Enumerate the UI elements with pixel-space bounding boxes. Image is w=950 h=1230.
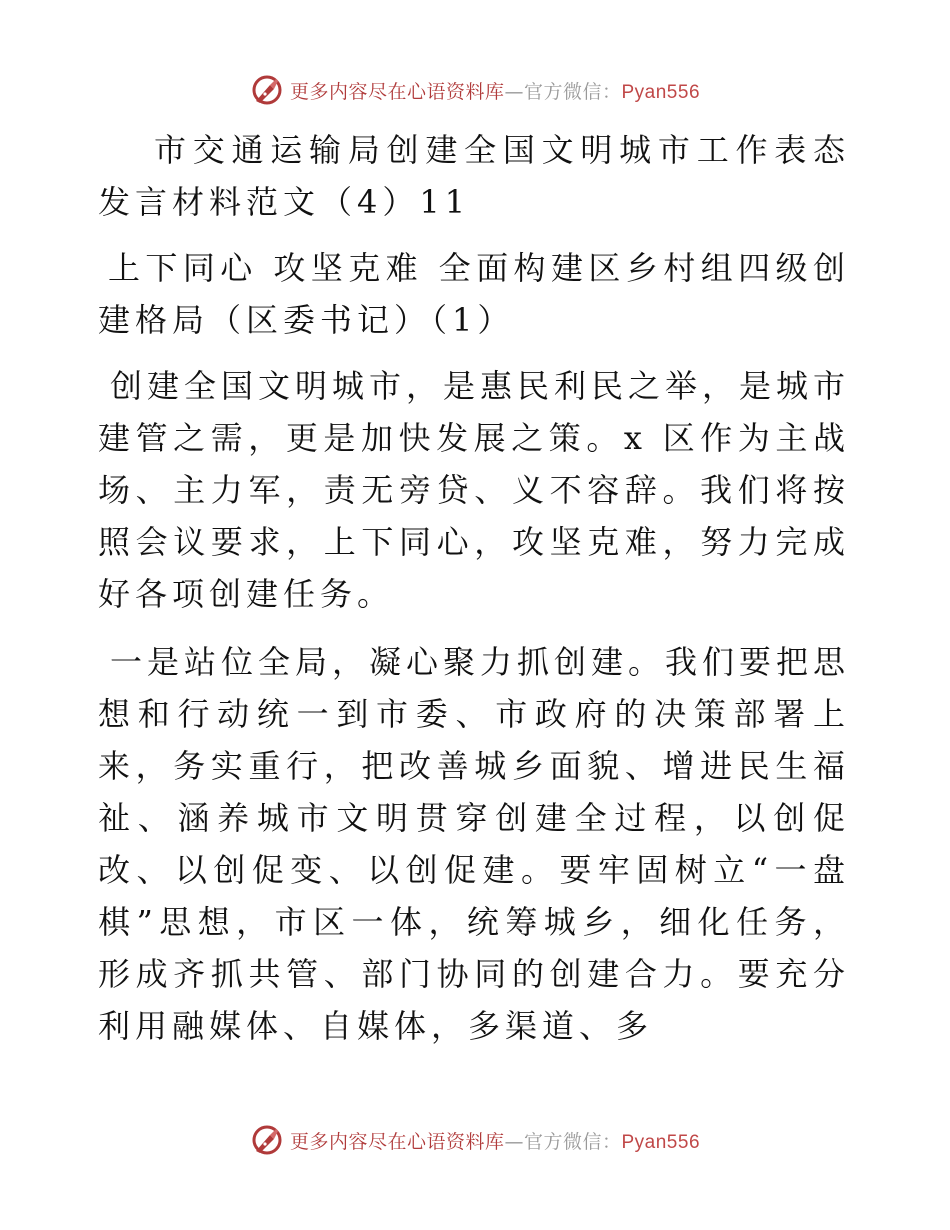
header-watermark xyxy=(0,70,950,110)
watermark-wechat-label: 官方微信： xyxy=(523,80,622,103)
watermark-wechat-id: Pyan556 xyxy=(621,1131,701,1153)
watermark-dash: — xyxy=(504,1130,524,1153)
watermark-text xyxy=(290,1127,700,1154)
footer-watermark xyxy=(0,1120,950,1160)
watermark-site-text: 更多内容尽在心语资料库 xyxy=(289,1130,505,1153)
document-content xyxy=(98,124,850,1068)
watermark-wechat-label: 官方微信： xyxy=(523,1130,622,1153)
document-title: 市交通运输局创建全国文明城市工作表态发言材料范文（4）11 xyxy=(98,131,850,221)
pen-nib-logo-icon xyxy=(250,73,284,107)
watermark-dash: — xyxy=(504,80,524,103)
watermark-text xyxy=(290,77,700,104)
document-subtitle: 上下同心 攻坚克难 全面构建区乡村组四级创建格局（区委书记）（1） xyxy=(98,249,850,339)
pen-nib-logo-icon xyxy=(250,1123,284,1157)
watermark-site-text: 更多内容尽在心语资料库 xyxy=(289,80,505,103)
paragraph-2: 一是站位全局，凝心聚力抓创建。我们要把思想和行动统一到市委、市政府的决策部署上来，务实重行，把改善城乡面貌、增进民生福祉、涵养城市文明贯穿创建全过程，以创促改、以创促变、以创促建。要牢固树立“一盘棋”思想，市区一体，统筹城乡，细化任务，形成齐抓共管、部门协同的创建合力。要充分利用融媒体、自媒体，多渠道、多 xyxy=(98,643,851,1045)
paragraph-1: 创建全国文明城市，是惠民利民之举，是城市建管之需，更是加快发展之策。x 区作为主战场、主力军，责无旁贷、义不容辞。我们将按照会议要求，上下同心，攻坚克难，努力完成好各项创建任务。 xyxy=(98,367,851,613)
watermark-wechat-id: Pyan556 xyxy=(621,81,701,103)
